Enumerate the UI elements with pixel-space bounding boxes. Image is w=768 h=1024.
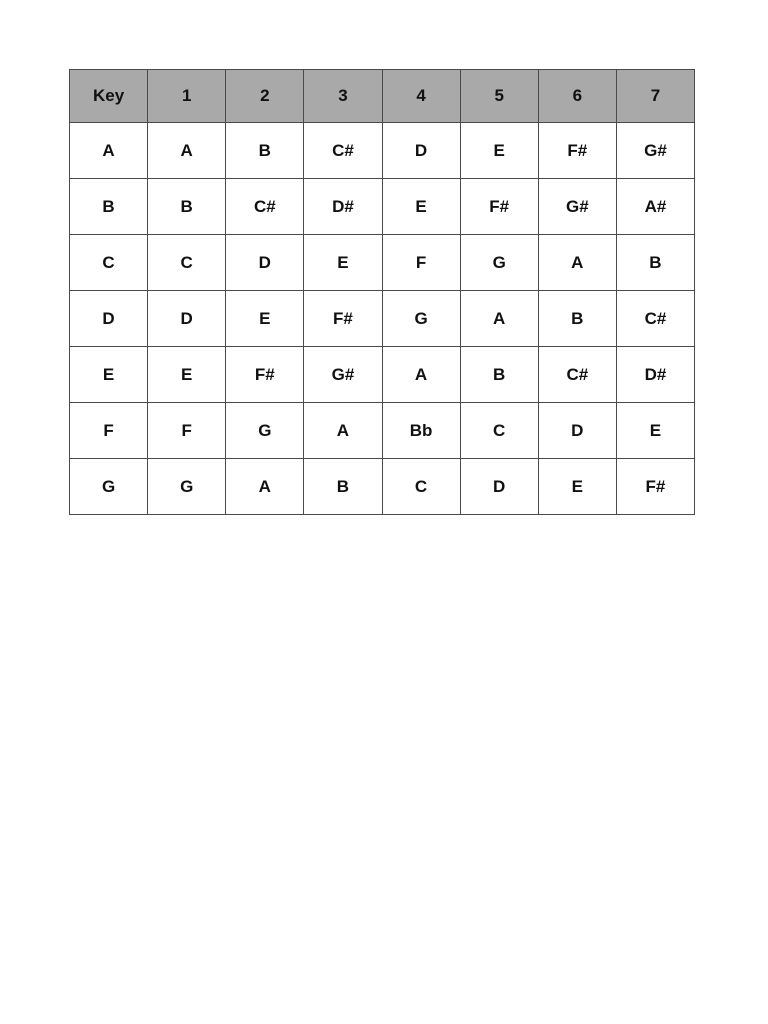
note-cell: C#: [304, 123, 382, 179]
header-cell-degree-6: 6: [538, 70, 616, 123]
note-cell: D: [382, 123, 460, 179]
note-cell: F#: [304, 291, 382, 347]
note-cell: C: [148, 235, 226, 291]
header-cell-degree-2: 2: [226, 70, 304, 123]
note-cell: E: [460, 123, 538, 179]
note-cell: A: [304, 403, 382, 459]
note-cell: Bb: [382, 403, 460, 459]
note-cell: C: [382, 459, 460, 515]
note-cell: E: [304, 235, 382, 291]
note-cell: G#: [616, 123, 694, 179]
key-cell: F: [70, 403, 148, 459]
note-cell: A: [226, 459, 304, 515]
table-row: [70, 291, 695, 347]
header-cell-degree-1: 1: [148, 70, 226, 123]
note-cell: A: [538, 235, 616, 291]
note-cell: A: [148, 123, 226, 179]
note-cell: A: [460, 291, 538, 347]
note-cell: D: [226, 235, 304, 291]
note-cell: E: [148, 347, 226, 403]
note-cell: C#: [616, 291, 694, 347]
note-cell: E: [382, 179, 460, 235]
note-cell: B: [538, 291, 616, 347]
note-cell: B: [616, 235, 694, 291]
key-cell: A: [70, 123, 148, 179]
note-cell: C#: [226, 179, 304, 235]
table-row: [70, 347, 695, 403]
note-cell: D#: [616, 347, 694, 403]
note-cell: B: [148, 179, 226, 235]
note-cell: G: [226, 403, 304, 459]
note-cell: E: [616, 403, 694, 459]
note-cell: G: [460, 235, 538, 291]
header-cell-degree-3: 3: [304, 70, 382, 123]
key-cell: B: [70, 179, 148, 235]
table-row: [70, 459, 695, 515]
note-cell: A: [382, 347, 460, 403]
note-cell: E: [226, 291, 304, 347]
note-cell: C#: [538, 347, 616, 403]
table-row: [70, 235, 695, 291]
note-cell: A#: [616, 179, 694, 235]
note-cell: E: [538, 459, 616, 515]
header-cell-degree-4: 4: [382, 70, 460, 123]
header-row: [70, 70, 695, 123]
note-cell: D#: [304, 179, 382, 235]
table-row: [70, 179, 695, 235]
key-cell: E: [70, 347, 148, 403]
key-scale-table: [69, 69, 695, 515]
note-cell: F: [382, 235, 460, 291]
key-cell: C: [70, 235, 148, 291]
note-cell: C: [460, 403, 538, 459]
header-cell-key: Key: [70, 70, 148, 123]
header-cell-degree-7: 7: [616, 70, 694, 123]
note-cell: G: [148, 459, 226, 515]
note-cell: F#: [616, 459, 694, 515]
note-cell: D: [460, 459, 538, 515]
note-cell: F#: [538, 123, 616, 179]
note-cell: B: [226, 123, 304, 179]
note-cell: G#: [538, 179, 616, 235]
table-row: [70, 403, 695, 459]
note-cell: B: [304, 459, 382, 515]
note-cell: F#: [460, 179, 538, 235]
note-cell: G#: [304, 347, 382, 403]
header-cell-degree-5: 5: [460, 70, 538, 123]
note-cell: F: [148, 403, 226, 459]
note-cell: B: [460, 347, 538, 403]
note-cell: G: [382, 291, 460, 347]
note-cell: F#: [226, 347, 304, 403]
table-row: [70, 123, 695, 179]
key-cell: D: [70, 291, 148, 347]
note-cell: D: [538, 403, 616, 459]
note-cell: D: [148, 291, 226, 347]
key-cell: G: [70, 459, 148, 515]
